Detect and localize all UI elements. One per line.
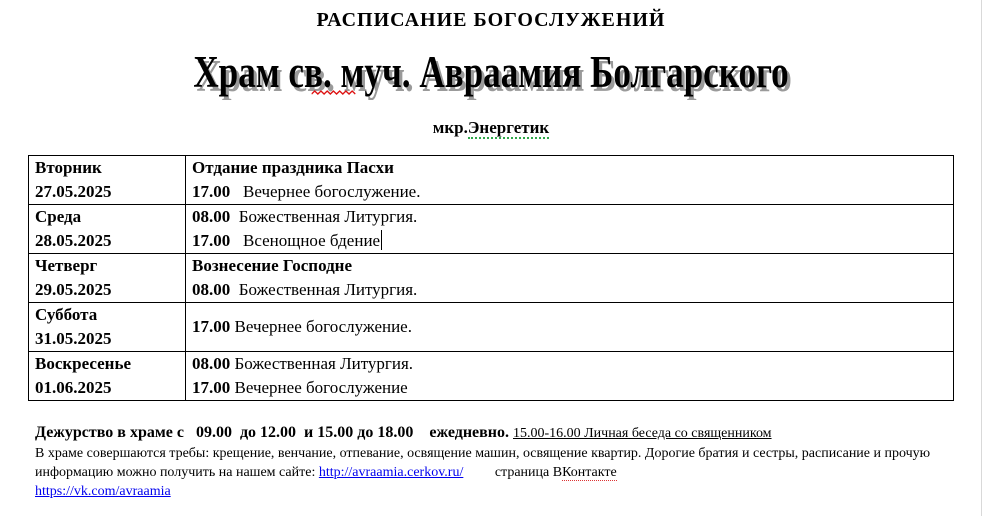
feast-name: Отдание праздника Пасхи — [192, 158, 394, 177]
day-name: Воскресенье — [35, 354, 132, 373]
service-gap — [230, 231, 243, 250]
services-cell — [186, 205, 954, 254]
service-line — [192, 352, 953, 376]
text-cursor — [381, 230, 382, 250]
day-date: 31.05.2025 — [35, 329, 112, 348]
day-name: Среда — [35, 207, 82, 226]
vk-page-prefix: страница В — [494, 465, 563, 480]
service-line — [192, 205, 953, 229]
location-name: Энергетик — [467, 118, 550, 137]
day-cell — [29, 352, 186, 401]
site-link[interactable]: http://avraamia.cerkov.ru/ — [318, 465, 464, 480]
church-title-text: Храм св. муч. Авраамия Болгарского — [193, 47, 789, 97]
service-gap — [230, 182, 243, 201]
service-name: Вечернее богослужение. — [243, 182, 421, 201]
day-name: Суббота — [35, 305, 98, 324]
personal-talk-hours: 15.00-16.00 Личная беседа со священником — [513, 426, 772, 441]
services-cell — [186, 254, 954, 303]
spellcheck-underline-icon — [312, 90, 357, 98]
day-date: 28.05.2025 — [35, 231, 112, 250]
church-title — [108, 47, 874, 97]
info-paragraph — [35, 444, 950, 501]
day-cell — [29, 254, 186, 303]
schedule-row-sunday — [29, 352, 954, 401]
schedule-row-saturday — [29, 303, 954, 352]
vk-page-word: Контакте — [562, 465, 617, 480]
service-time: 08.00 — [192, 354, 231, 373]
service-time: 08.00 — [192, 280, 231, 299]
service-name: Божественная Литургия. — [238, 207, 418, 226]
service-name: Всенощное бдение — [243, 231, 381, 250]
service-time: 08.00 — [192, 207, 231, 226]
service-line — [192, 376, 953, 400]
service-time: 17.00 — [192, 378, 231, 397]
service-time: 17.00 — [192, 317, 231, 336]
service-line — [192, 229, 953, 253]
footer — [35, 422, 950, 501]
day-date: 27.05.2025 — [35, 182, 112, 201]
location-prefix: мкр. — [432, 118, 468, 137]
day-date: 29.05.2025 — [35, 280, 112, 299]
vk-link[interactable]: https://vk.com/avraamia — [35, 484, 171, 499]
services-cell — [186, 352, 954, 401]
service-time: 17.00 — [192, 182, 231, 201]
duty-hours: Дежурство в храме с 09.00 до 12.00 и 15.00 до 18.00 ежедневно. — [35, 424, 509, 441]
service-name: Божественная Литургия. — [238, 280, 418, 299]
day-cell — [29, 156, 186, 205]
service-name: Вечернее богослужение. — [234, 317, 412, 336]
day-cell — [29, 303, 186, 352]
day-date: 01.06.2025 — [35, 378, 112, 397]
service-name: Божественная Литургия. — [234, 354, 414, 373]
service-line — [192, 180, 953, 204]
schedule-row-wednesday — [29, 205, 954, 254]
day-name: Четверг — [35, 256, 98, 275]
schedule-table — [28, 155, 954, 401]
day-cell — [29, 205, 186, 254]
service-time: 17.00 — [192, 231, 231, 250]
service-gap — [230, 207, 239, 226]
services-cell — [186, 303, 954, 352]
feast-name: Вознесение Господне — [192, 256, 353, 275]
day-name: Вторник — [35, 158, 102, 177]
service-line — [192, 278, 953, 302]
service-gap — [230, 280, 239, 299]
info-text: В храме совершаются требы: крещение, венчание, отпевание, освящение машин, освящение квартир. Дорогие братия и сестры, расписание и прочую информацию можно получить на нашем сайте: — [35, 446, 931, 480]
location-line — [0, 118, 982, 138]
duty-line — [35, 422, 950, 444]
document-header: РАСПИСАНИЕ БОГОСЛУЖЕНИЙ — [316, 9, 666, 31]
service-line — [192, 315, 953, 339]
services-cell — [186, 156, 954, 205]
schedule-row-thursday — [29, 254, 954, 303]
schedule-row-tuesday — [29, 156, 954, 205]
service-name: Вечернее богослужение — [234, 378, 408, 397]
